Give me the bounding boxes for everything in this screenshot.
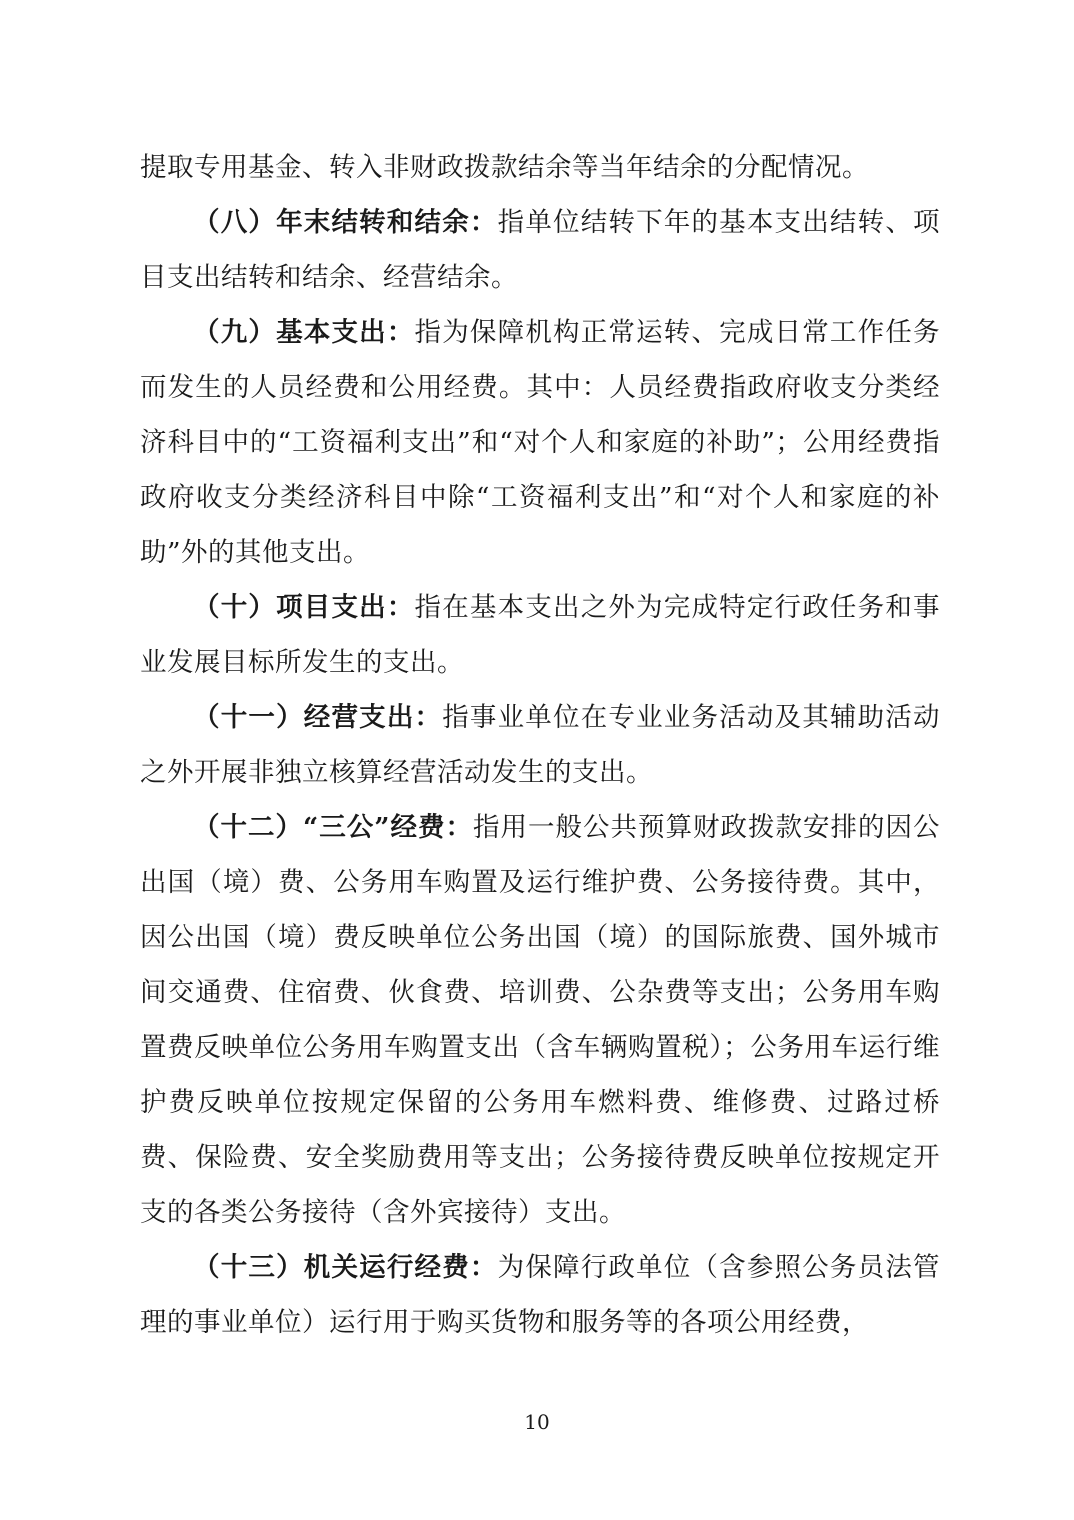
paragraph-item-13 — [140, 1240, 940, 1350]
paragraph-text: 指用一般公共预算财政拨款安排的因公出国（境）费、公务用车购置及运行维护费、公务接待费。其中，因公出国（境）费反映单位公务出国（境）的国际旅费、国外城市间交通费、住宿费、伙食费、培训费、公杂费等支出；公务用车购置费反映单位公务用车购置支出（含车辆购置税）；公务用车运行维护费反映单位按规定保留的公务用车燃料费、维修费、过路过桥费、保险费、安全奖励费用等支出；公务接待费反映单位按规定开支的各类公务接待（含外宾接待）支出。 — [140, 812, 940, 1228]
paragraph-text: 提取专用基金、转入非财政拨款结余等当年结余的分配情况。 — [140, 152, 869, 183]
paragraph-lead: （八）年末结转和结余： — [193, 207, 498, 238]
page-body — [140, 140, 940, 1350]
paragraph-text: 指事业单位在专业业务活动及其辅助活动之外开展非独立核算经营活动发生的支出。 — [140, 702, 941, 788]
paragraph-text: 指在基本支出之外为完成特定行政任务和事业发展目标所发生的支出。 — [140, 592, 941, 678]
paragraph-item-8 — [140, 195, 940, 305]
paragraph-lead: （十三）机关运行经费： — [193, 1252, 498, 1283]
paragraph-item-11 — [140, 690, 940, 800]
paragraph-item-10 — [140, 580, 940, 690]
paragraph-text: 指单位结转下年的基本支出结转、项目支出结转和结余、经营结余。 — [140, 207, 941, 293]
paragraph-lead: （十）项目支出： — [193, 592, 415, 623]
paragraph-lead: （十一）经营支出： — [193, 702, 443, 733]
paragraph-continued — [140, 140, 940, 195]
paragraph-lead: （九）基本支出： — [193, 317, 415, 348]
paragraph-item-12 — [140, 800, 940, 1240]
paragraph-text: 指为保障机构正常运转、完成日常工作任务而发生的人员经费和公用经费。其中：人员经费指政府收支分类经济科目中的“工资福利支出”和“对个人和家庭的补助”；公用经费指政府收支分类经济科目中除“工资福利支出”和“对个人和家庭的补助”外的其他支出。 — [140, 317, 941, 568]
paragraph-item-9 — [140, 305, 940, 580]
page-number: 10 — [524, 1410, 550, 1434]
paragraph-text: 为保障行政单位（含参照公务员法管理的事业单位）运行用于购买货物和服务等的各项公用经费， — [140, 1252, 941, 1338]
paragraph-lead: （十二）“三公”经费： — [193, 812, 473, 843]
